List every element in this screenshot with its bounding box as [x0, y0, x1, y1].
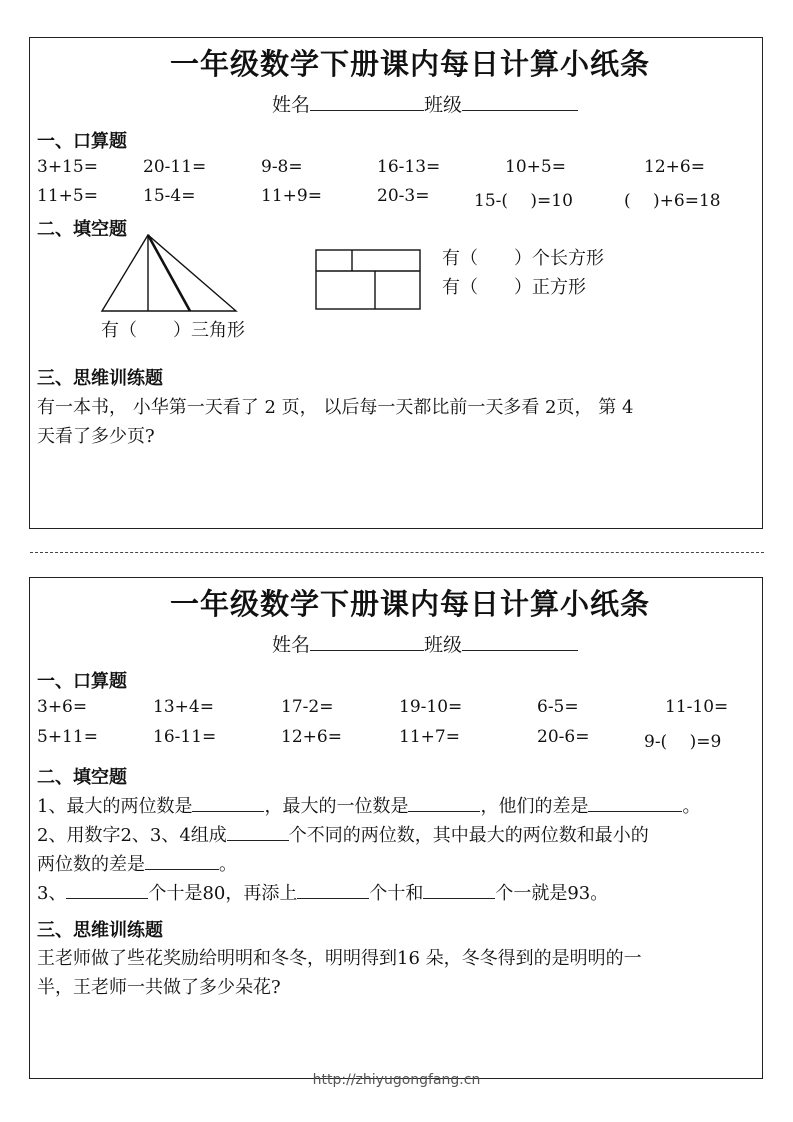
fill-question-2-cont — [37, 850, 237, 876]
fill-question-3 — [37, 879, 608, 905]
fill1-blank-2 — [408, 795, 480, 812]
card1-calc-11: 15-( )=10 — [474, 191, 573, 211]
card2-calc-3: 17-2= — [281, 697, 334, 717]
fill3-text-a: 3、 — [37, 883, 67, 904]
fill3-blank-1 — [66, 882, 148, 899]
card1-calc-3: 9-8= — [261, 157, 303, 177]
fill1-text-c: ，他们的差是 — [480, 796, 589, 817]
card1-problem-line1: 有一本书， 小华第一天看了 2 页， 以后每一天都比前一天多看 2页， 第 4 — [37, 397, 634, 418]
cut-line — [30, 552, 764, 553]
card2-problem-line1: 王老师做了些花奖励给明明和冬冬，明明得到16 朵，冬冬得到的是明明的一 — [37, 948, 642, 969]
card2-calc-9: 12+6= — [281, 727, 342, 747]
card1-calc-8: 15-4= — [143, 186, 196, 206]
fill2b-text-b: 。 — [219, 854, 237, 875]
card2-name-label: 姓名 — [272, 634, 311, 656]
fill1-text-a: 1、最大的两位数是 — [37, 796, 193, 817]
card1-section3-heading: 三、思维训练题 — [37, 368, 163, 389]
fill1-text-b: ，最大的一位数是 — [264, 796, 409, 817]
fill3-blank-2 — [297, 882, 369, 899]
rectangles-figure — [314, 248, 422, 311]
fill2-text-b: 个不同的两位数，其中最大的两位数和最小的 — [288, 825, 649, 846]
card1-calc-10: 20-3= — [377, 186, 430, 206]
triangles-figure — [100, 233, 240, 313]
rectangles-question: 有（ ）个长方形 — [442, 248, 604, 269]
fill2b-text-a: 两位数的差是 — [37, 854, 145, 875]
card2-title: 一年级数学下册课内每日计算小纸条 — [170, 587, 651, 621]
fill2-blank-1 — [227, 824, 289, 841]
fill-question-1 — [37, 792, 700, 818]
card2-calc-1: 3+6= — [37, 697, 88, 717]
card1-calc-4: 16-13= — [377, 157, 441, 177]
card2-name-class-row — [272, 630, 578, 657]
card1-name-class-row — [272, 90, 578, 117]
fill-question-2 — [37, 821, 649, 847]
fill3-text-c: 个十和 — [369, 883, 424, 904]
fill2-text-a: 2、用数字2、3、4组成 — [37, 825, 227, 846]
card2-class-label: 班级 — [424, 634, 463, 656]
fill3-text-d: 个一就是93。 — [495, 883, 609, 904]
card1-section2-heading: 二、填空题 — [37, 219, 127, 240]
card2-calc-8: 16-11= — [153, 727, 217, 747]
card2-class-blank — [462, 634, 578, 651]
fill1-blank-1 — [192, 795, 264, 812]
worksheet-card-2 — [29, 577, 763, 1079]
card1-class-blank — [462, 94, 578, 111]
card2-section3-heading: 三、思维训练题 — [37, 920, 163, 941]
fill3-text-b: 个十是80，再添上 — [148, 883, 298, 904]
card2-name-blank — [310, 634, 424, 651]
card1-name-blank — [310, 94, 424, 111]
card2-calc-10: 11+7= — [399, 727, 460, 747]
card2-calc-6: 11-10= — [665, 697, 729, 717]
card1-calc-2: 20-11= — [143, 157, 207, 177]
fill1-text-d: 。 — [682, 796, 701, 817]
card1-section1-heading: 一、口算题 — [37, 131, 127, 152]
card1-calc-5: 10+5= — [505, 157, 566, 177]
footer-url: http://zhiyugongfang.cn — [312, 1072, 481, 1088]
card2-calc-4: 19-10= — [399, 697, 463, 717]
fill3-blank-3 — [423, 882, 495, 899]
card2-calc-7: 5+11= — [37, 727, 98, 747]
card1-calc-7: 11+5= — [37, 186, 98, 206]
card1-title: 一年级数学下册课内每日计算小纸条 — [170, 47, 651, 81]
card1-calc-12: ( )+6=18 — [624, 191, 721, 211]
card1-calc-1: 3+15= — [37, 157, 98, 177]
card2-calc-2: 13+4= — [153, 697, 214, 717]
card2-calc-11: 20-6= — [537, 727, 590, 747]
card2-calc-12: 9-( )=9 — [644, 732, 722, 752]
fill2b-blank — [145, 853, 219, 870]
card2-section1-heading: 一、口算题 — [37, 671, 127, 692]
worksheet-card-1 — [29, 37, 763, 529]
card1-calc-9: 11+9= — [261, 186, 322, 206]
card2-calc-5: 6-5= — [537, 697, 579, 717]
fill1-blank-3 — [588, 795, 682, 812]
triangles-question: 有（ ）三角形 — [101, 320, 245, 341]
card1-class-label: 班级 — [424, 94, 463, 116]
card2-problem-line2: 半，王老师一共做了多少朵花? — [37, 977, 281, 998]
card1-name-label: 姓名 — [272, 94, 311, 116]
squares-question: 有（ ）正方形 — [442, 277, 586, 298]
card2-section2-heading: 二、填空题 — [37, 767, 127, 788]
card1-calc-6: 12+6= — [644, 157, 705, 177]
card1-problem-line2: 天看了多少页? — [37, 426, 155, 447]
